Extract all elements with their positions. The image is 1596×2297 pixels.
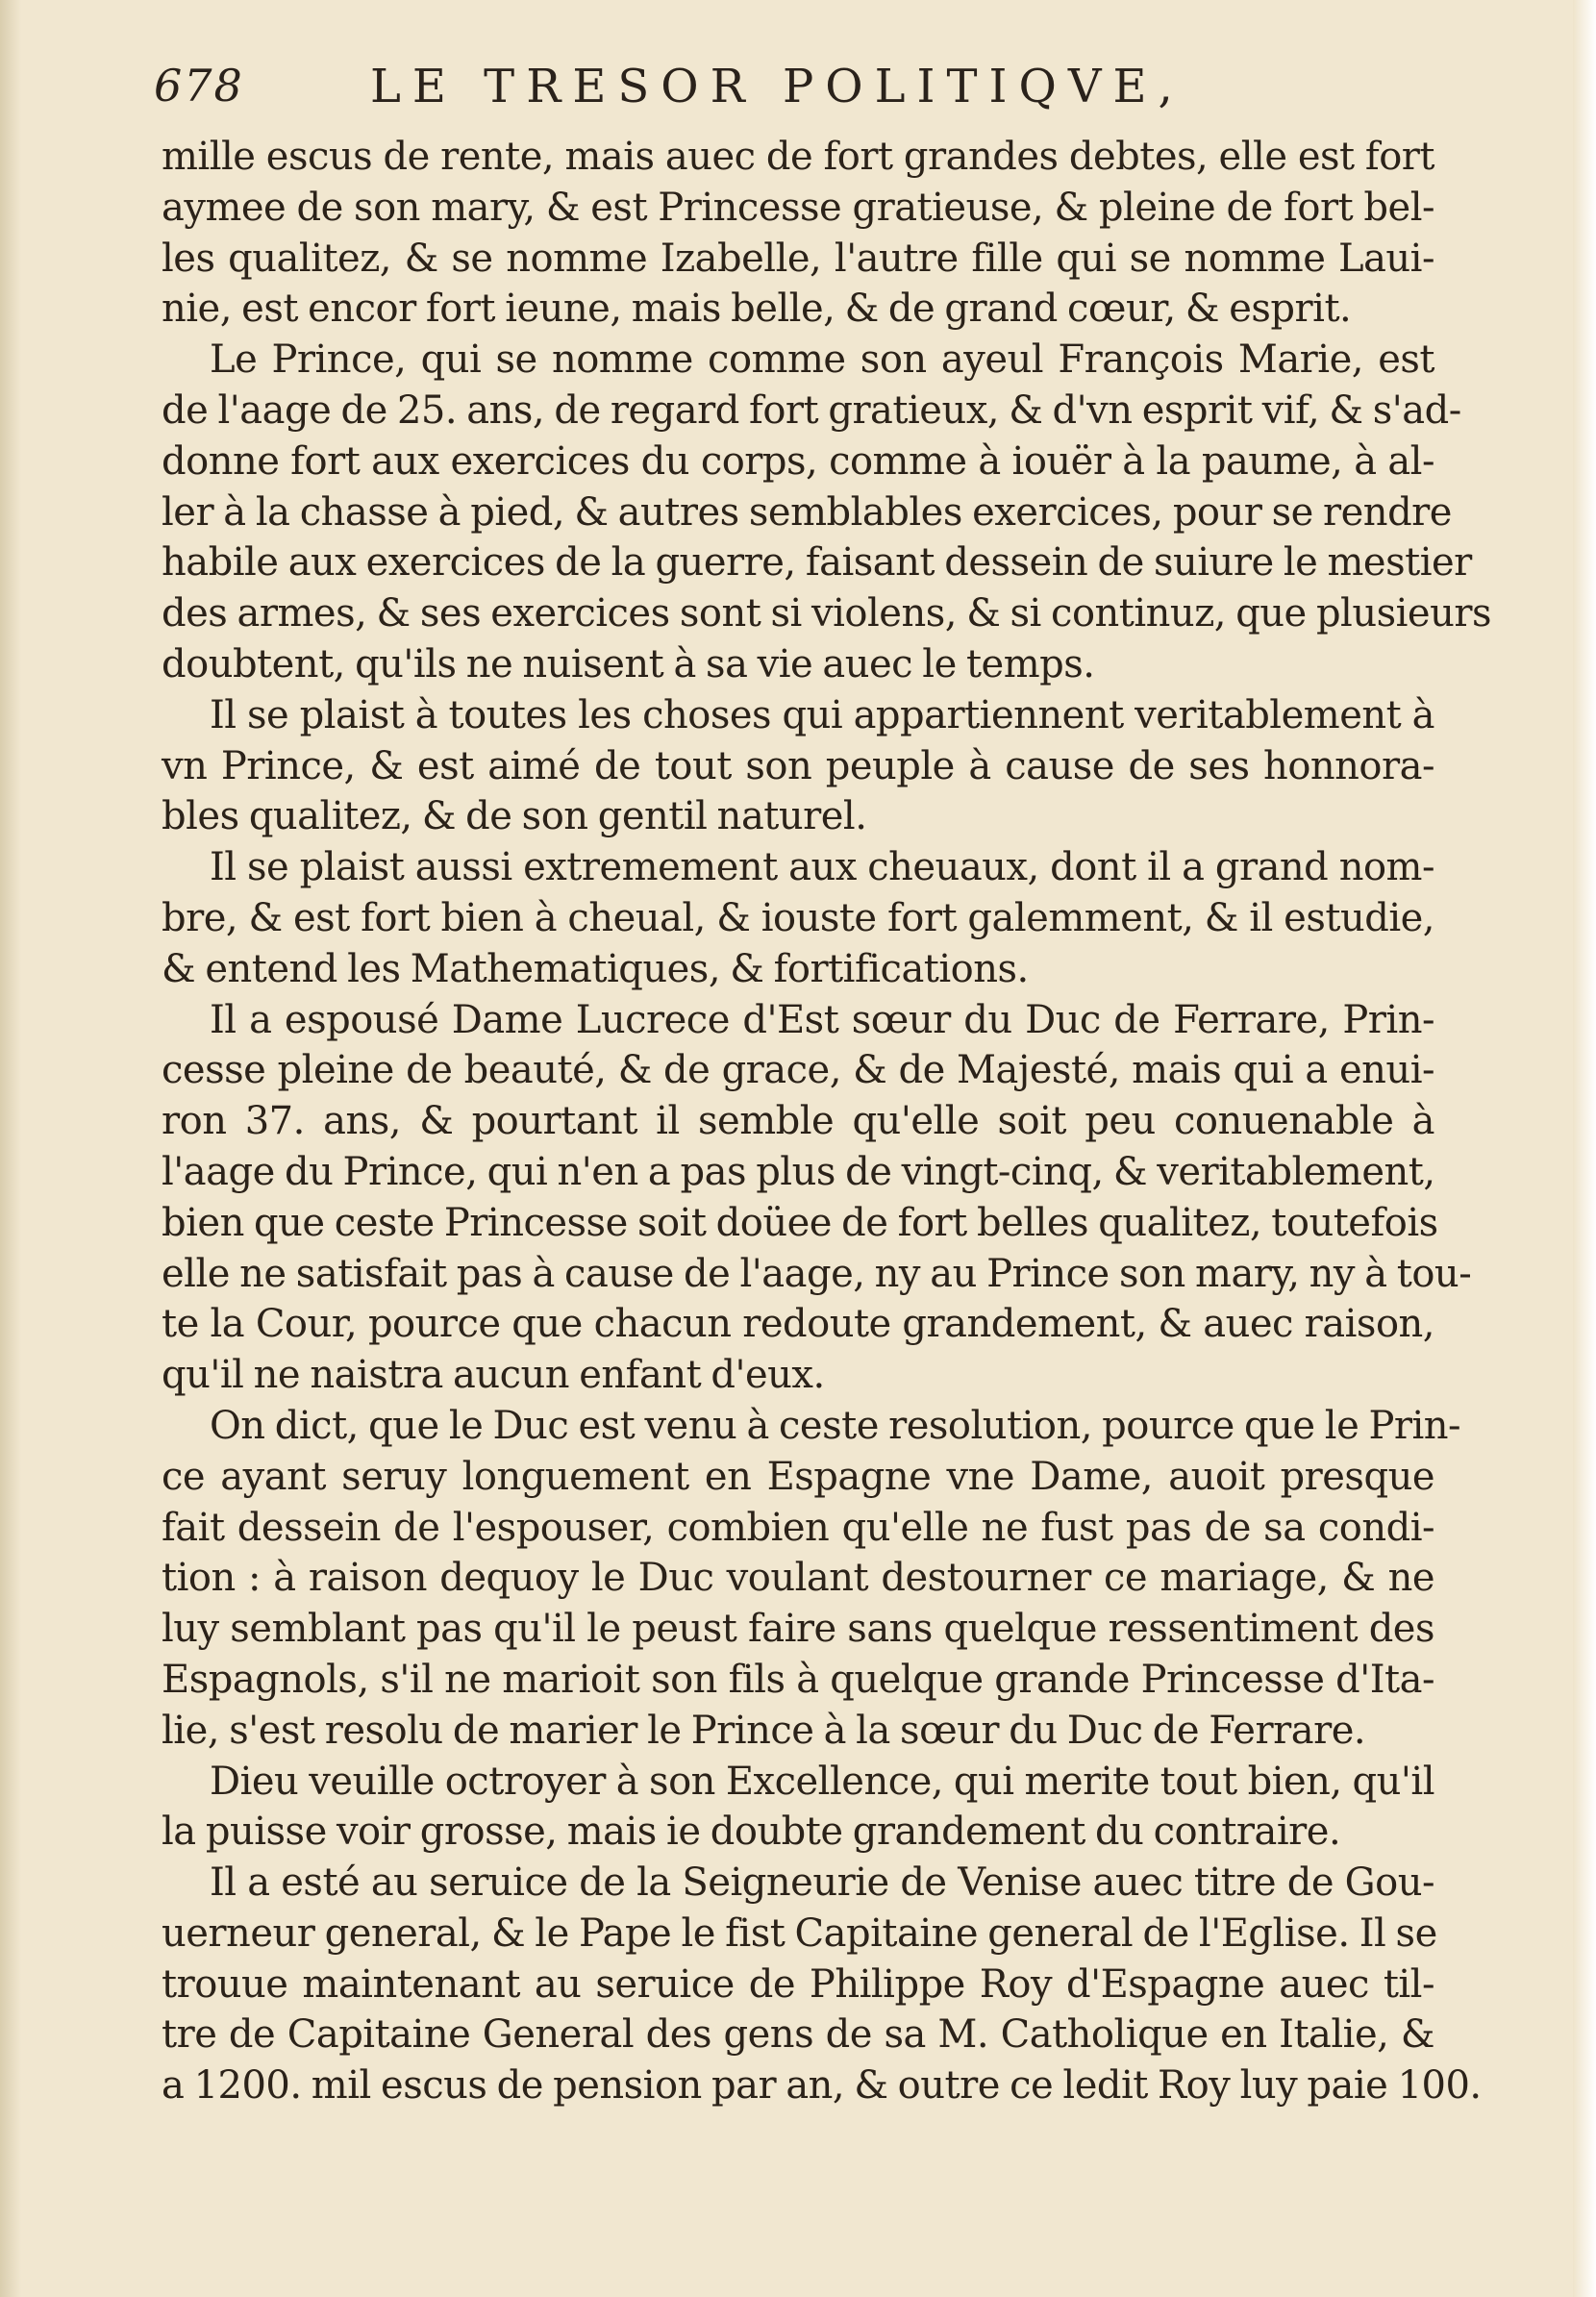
text-line: Il se plaist à toutes les choses qui appartiennent veritablement à [210, 692, 1434, 737]
body-text [162, 132, 1492, 2111]
text-line: ce ayant seruy longuement en Espagne vne Dame, auoit presque [162, 1454, 1434, 1499]
text-line: mille escus de rente, mais auec de fort grandes debtes, elle est fort [162, 135, 1434, 179]
text-line: bles qualitez, & de son gentil naturel. [162, 794, 867, 839]
text-line: uerneur general, & le Pape le fist Capitaine general de l'Eglise. Il se [162, 1910, 1437, 1956]
text-line: te la Cour, pource que chacun redoute grandement, & auec raison, [162, 1302, 1434, 1347]
text-line: Il a esté au seruice de la Seigneurie de Venise auec titre de Gou- [210, 1860, 1434, 1906]
page-number: 678 [154, 60, 244, 112]
text-line: & entend les Mathematiques, & fortifications. [162, 946, 1029, 991]
running-title: LE TRESOR POLITIQVE, [370, 60, 1185, 113]
text-line: la puisse voir grosse, mais ie doubte grandement du contraire. [162, 1810, 1341, 1855]
text-line: bien que ceste Princesse soit doüee de fort belles qualitez, toutefois [162, 1200, 1438, 1245]
text-line: a 1200. mil escus de pension par an, & outre ce ledit Roy luy paie 100. [162, 2063, 1482, 2109]
text-line: bre, & est fort bien à cheual, & iouste fort galemment, & il estudie, [162, 895, 1434, 940]
text-line: Espagnols, s'il ne marioit son fils à quelque grande Princesse d'Ita- [162, 1657, 1434, 1702]
text-line: nie, est encor fort ieune, mais belle, & de grand cœur, & esprit. [162, 287, 1352, 332]
text-line: ler à la chasse à pied, & autres semblables exercices, pour se rendre [162, 489, 1452, 535]
text-line: aymee de son mary, & est Princesse gratieuse, & pleine de fort bel- [162, 185, 1434, 230]
text-line: habile aux exercices de la guerre, faisant dessein de suiure le mestier [162, 540, 1472, 586]
text-line: lie, s'est resolu de marier le Prince à la sœur du Duc de Ferrare. [162, 1708, 1366, 1753]
text-line: doubtent, qu'ils ne nuisent à sa vie auec le temps. [162, 641, 1095, 687]
text-line: l'aage du Prince, qui n'en a pas plus de vingt-cinq, & veritablement, [162, 1149, 1435, 1194]
text-line: ron 37. ans, & pourtant il semble qu'elle soit peu conuenable à [162, 1099, 1434, 1144]
text-line: elle ne satisfait pas à cause de l'aage, ny au Prince son mary, ny à tou- [162, 1251, 1472, 1296]
text-line: vn Prince, & est aimé de tout son peuple à cause de ses honnora- [162, 743, 1434, 788]
text-line: tre de Capitaine General des gens de sa M. Catholique en Italie, & [162, 2012, 1434, 2058]
text-line: Dieu veuille octroyer à son Excellence, qui merite tout bien, qu'il [210, 1759, 1434, 1804]
text-line: de l'aage de 25. ans, de regard fort gratieux, & d'vn esprit vif, & s'ad- [162, 387, 1461, 433]
text-line: Il se plaist aussi extremement aux cheuaux, dont il a grand nom- [210, 845, 1434, 890]
page-header [154, 60, 1423, 117]
text-line: cesse pleine de beauté, & de grace, & de Majesté, mais qui a enui- [162, 1048, 1434, 1093]
text-line: tion : à raison dequoy le Duc voulant destourner ce mariage, & ne [162, 1556, 1434, 1601]
text-line: On dict, que le Duc est venu à ceste resolution, pource que le Prin- [210, 1403, 1461, 1448]
text-line: des armes, & ses exercices sont si violens, & si continuz, que plusieurs [162, 591, 1492, 637]
text-line: trouue maintenant au seruice de Philippe Roy d'Espagne auec til- [162, 1961, 1434, 2007]
text-line: qu'il ne naistra aucun enfant d'eux. [162, 1353, 825, 1398]
text-line: Il a espousé Dame Lucrece d'Est sœur du Duc de Ferrare, Prin- [210, 997, 1434, 1042]
text-line: les qualitez, & se nomme Izabelle, l'autre fille qui se nomme Laui- [162, 236, 1434, 281]
page-edge [1573, 0, 1596, 2297]
text-line: fait dessein de l'espouser, combien qu'elle ne fust pas de sa condi- [162, 1505, 1434, 1550]
text-line: Le Prince, qui se nomme comme son ayeul François Marie, est [210, 337, 1434, 383]
text-line: luy semblant pas qu'il le peust faire sans quelque ressentiment des [162, 1607, 1434, 1652]
text-line: donne fort aux exercices du corps, comme à iouër à la paume, à al- [162, 438, 1434, 484]
